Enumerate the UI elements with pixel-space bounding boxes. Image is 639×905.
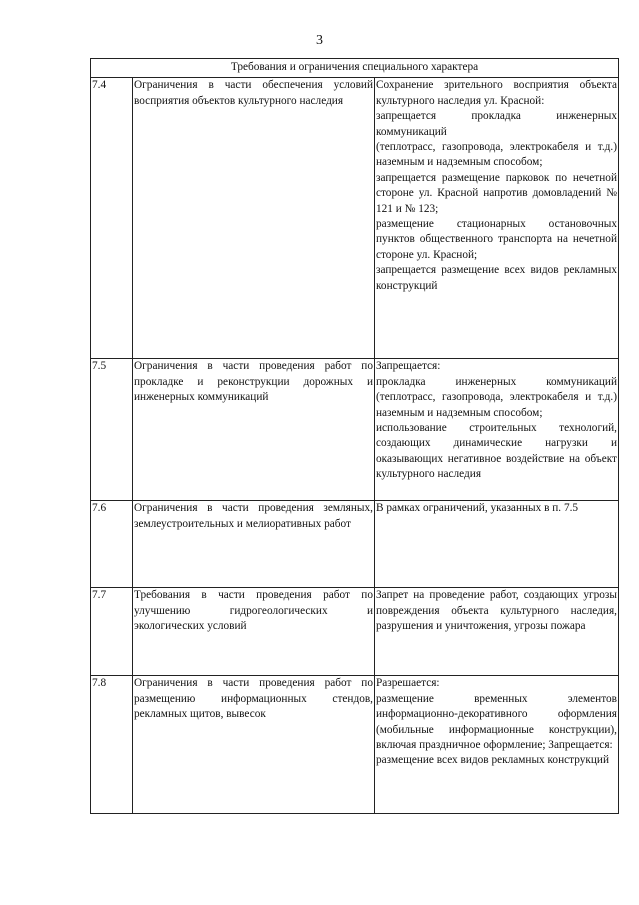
table-title-row bbox=[91, 59, 619, 78]
detail-line: Запрещается: bbox=[376, 360, 441, 373]
details-cell bbox=[375, 78, 619, 359]
table-row bbox=[91, 359, 619, 501]
detail-line: прокладка инженерных коммуникаций (теплотрасс, газопровода, электрокабеля и т.д.) наземным и надземным способом; bbox=[376, 375, 617, 419]
detail-line: Разрешается: bbox=[376, 677, 440, 690]
detail-line: размещение всех видов рекламных конструкций bbox=[376, 754, 609, 767]
detail-line: запрещается прокладка инженерных коммуникаций bbox=[376, 110, 617, 138]
restriction-cell: Ограничения в части проведения работ по прокладке и реконструкции дорожных и инженерных коммуникаций bbox=[133, 359, 375, 501]
restriction-cell: Ограничения в части проведения земляных, землеустроительных и мелиоративных работ bbox=[133, 501, 375, 588]
detail-line: (теплотрасс, газопровода, электрокабеля и т.д.) наземным и надземным способом; bbox=[376, 141, 617, 169]
row-number: 7.4 bbox=[91, 78, 133, 359]
restriction-cell: Ограничения в части проведения работ по размещению информационных стендов, рекламных щитов, вывесок bbox=[133, 676, 375, 814]
row-number: 7.6 bbox=[91, 501, 133, 588]
table-row bbox=[91, 78, 619, 359]
detail-line: размещение стационарных остановочных пунктов общественного транспорта на нечетной стороне ул. Красной; bbox=[376, 218, 617, 261]
row-number: 7.8 bbox=[91, 676, 133, 814]
table-row bbox=[91, 588, 619, 676]
detail-line: запрещается размещение всех видов рекламных конструкций bbox=[376, 264, 617, 292]
table-row bbox=[91, 676, 619, 814]
table-row bbox=[91, 501, 619, 588]
details-cell bbox=[375, 501, 619, 588]
restriction-cell: Ограничения в части обеспечения условий восприятия объектов культурного наследия bbox=[133, 78, 375, 359]
details-cell bbox=[375, 676, 619, 814]
requirements-table bbox=[90, 58, 619, 814]
detail-line: размещение временных элементов информационно-декоративного оформления (мобильные информационные конструкции), включая праздничное оформление; Запрещается: bbox=[376, 692, 617, 752]
details-cell bbox=[375, 588, 619, 676]
row-number: 7.7 bbox=[91, 588, 133, 676]
detail-line: В рамках ограничений, указанных в п. 7.5 bbox=[376, 502, 579, 515]
restriction-cell: Требования в части проведения работ по улучшению гидрогеологических и экологических условий bbox=[133, 588, 375, 676]
row-number: 7.5 bbox=[91, 359, 133, 501]
detail-line: Сохранение зрительного восприятия объекта культурного наследия ул. Красной: bbox=[376, 79, 617, 107]
details-cell bbox=[375, 359, 619, 501]
table-title: Требования и ограничения специального характера bbox=[91, 59, 619, 78]
detail-line: использование строительных технологий, создающих динамические нагрузки и оказывающих негативное воздействие на объект культурного наследия bbox=[376, 422, 617, 481]
detail-line: запрещается размещение парковок по нечетной стороне ул. Красной напротив домовладений № 121 и № 123; bbox=[376, 171, 617, 215]
page-number: 3 bbox=[316, 33, 323, 48]
detail-line: Запрет на проведение работ, создающих угрозы повреждения объекта культурного наследия, разрушения и уничтожения, угрозы пожара bbox=[376, 589, 617, 633]
